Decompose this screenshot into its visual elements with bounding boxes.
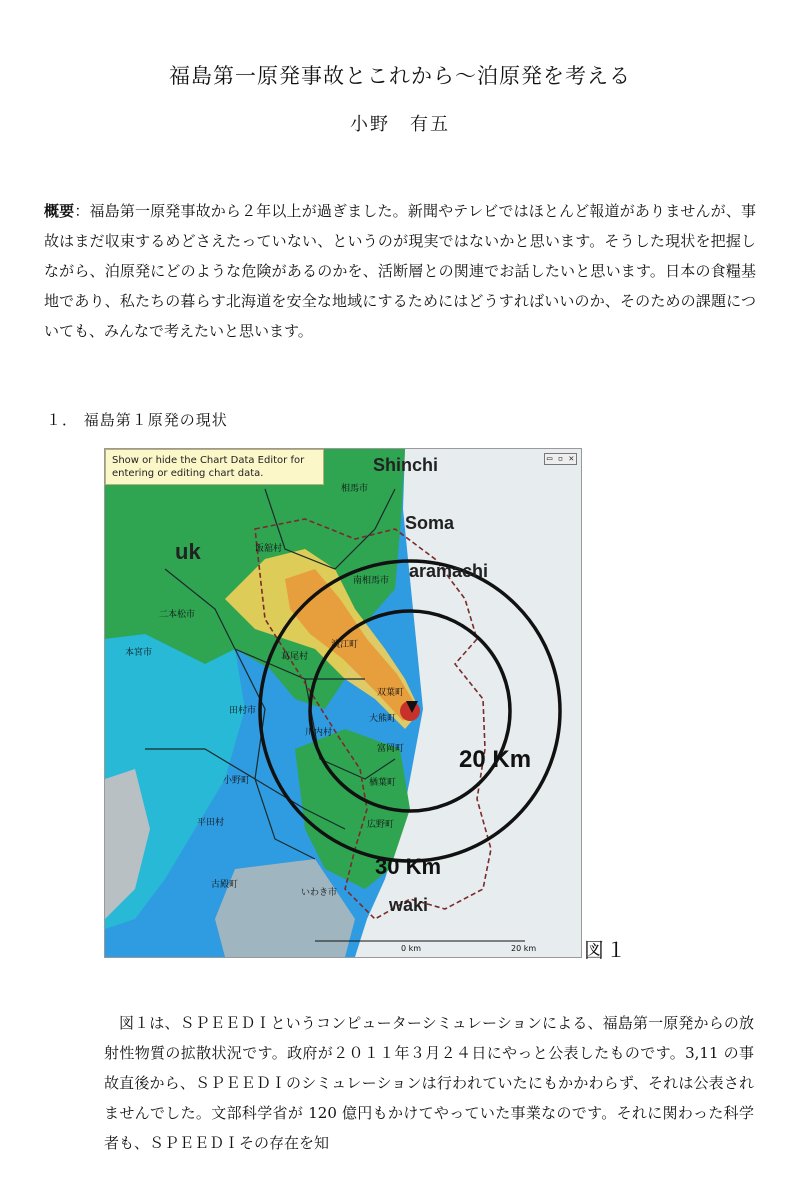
ring-label-20km: 20 Km [459,746,532,773]
figure-caption: 図１ [584,938,628,962]
section-title: 福島第１原発の現状 [83,411,228,429]
abstract-paragraph [44,196,756,346]
town-label: 広野町 [367,820,395,830]
place-label-soma: Soma [405,513,455,533]
scale-label: 20 km [511,944,537,953]
town-label: 浪江町 [331,640,359,650]
abstract-label: 概要 [44,202,75,220]
author-name: 小野 有五 [350,114,450,135]
place-label-haramachi: aramachi [409,561,489,581]
speedi-map [105,449,581,957]
speedi-map-figure [104,448,582,958]
town-label: 相馬市 [341,484,369,494]
abstract-separator: ： [74,202,90,220]
town-label: 富岡町 [377,744,405,754]
town-label: 本宮市 [125,648,153,658]
window-controls[interactable]: ▭ ▫ ✕ [544,453,577,465]
section-number: １． [46,411,79,429]
body-text [104,1008,754,1158]
place-label-uk: uk [175,539,201,564]
body-paragraph: 図１は、ＳＰＥＥＤＩというコンピューターシミュレーションによる、福島第一原発からの放射性物質の拡散状況です。政府が２０１１年３月２４日にやっと公表したものです。3,11 の事故直後から、ＳＰＥＥＤＩのシミュレーションは行われていたにもかかわらず、それは公表されませんでした。文部科学省が 120 億円もかけてやっていた事業なのです。それに関わった科学者も、ＳＰＥＥＤＩその存在を知 [104,1014,754,1152]
town-label: いわき市 [301,888,338,898]
town-label: 飯舘村 [255,544,283,554]
town-label: 南相馬市 [353,576,390,586]
town-label: 田村市 [229,706,257,716]
place-label-shinchi: Shinchi [373,455,439,475]
town-label: 二本松市 [159,610,196,620]
town-label: 大熊町 [369,714,397,724]
town-label: 川内村 [305,728,333,738]
town-label: 楢葉町 [369,778,397,788]
document-title: 福島第一原発事故とこれから～泊原発を考える [169,64,631,88]
town-label: 双葉町 [377,688,405,698]
town-label: 平田村 [197,818,225,828]
town-label: 小野町 [223,776,251,786]
place-label-iwaki: waki [389,895,429,915]
town-label: 葛尾村 [281,652,309,662]
chart-data-editor-tooltip: Show or hide the Chart Data Editor for entering or editing chart data. [105,449,324,485]
section-heading [46,409,228,430]
ring-label-30km: 30 Km [375,854,442,879]
scale-label: 0 km [401,944,422,953]
abstract-text: 福島第一原発事故から２年以上が過ぎました。新聞やテレビではほとんど報道がありませんが、事故はまだ収束するめどさえたっていない、というのが現実ではないかと思います。そうした現状を把握しながら、泊原発にどのような危険があるのかを、活断層との関連でお話したいと思います。日本の食糧基地であり、私たちの暮らす北海道を安全な地域にするためにはどうすればいいのか、そのための課題についても、みんなで考えたいと思います。 [44,202,756,340]
town-label: 古殿町 [211,880,239,890]
